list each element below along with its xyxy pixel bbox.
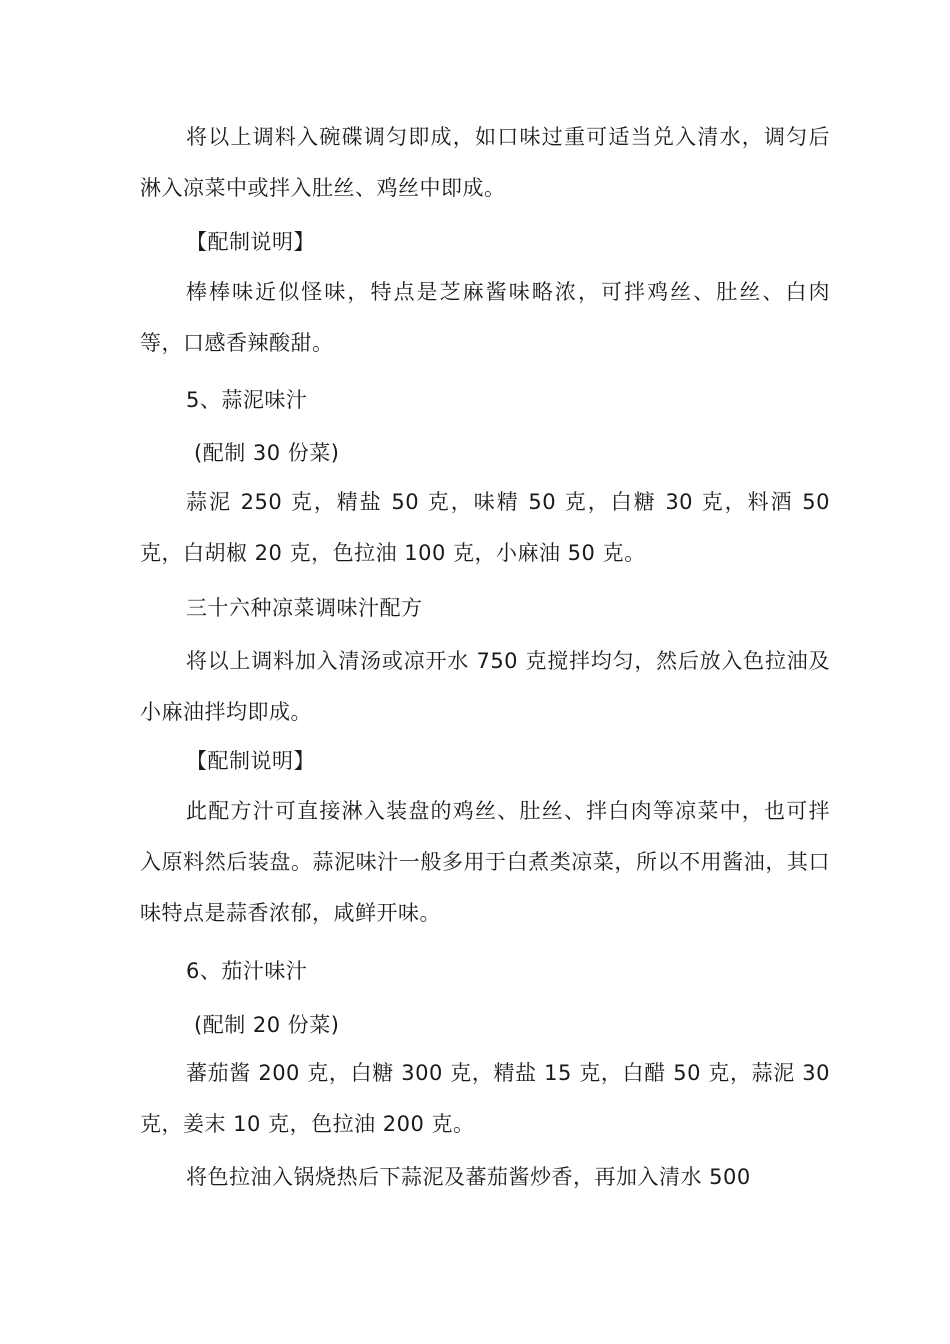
paragraph-garlic-ingredients: 蒜泥 250 克，精盐 50 克，味精 50 克，白糖 30 克，料酒 50 克，白胡椒 20 克，色拉油 100 克，小麻油 50 克。 <box>140 490 830 565</box>
paragraph-bangbang-flavor: 棒棒味近似怪味，特点是芝麻酱味略浓，可拌鸡丝、肚丝、白肉等，口感香辣酸甜。 <box>140 280 830 355</box>
paragraph-garlic-usage: 此配方汁可直接淋入装盘的鸡丝、肚丝、拌白肉等凉菜中，也可拌入原料然后装盘。蒜泥味汁一般多用于白煮类凉菜，所以不用酱油，其口味特点是蒜香浓郁，咸鲜开味。 <box>140 799 830 925</box>
running-title: 三十六种凉菜调味汁配方 <box>186 596 423 620</box>
recipe-heading-garlic-sauce: 5、蒜泥味汁 <box>186 388 308 412</box>
paragraph-tomato-ingredients: 蕃茄酱 200 克，白糖 300 克，精盐 15 克，白醋 50 克，蒜泥 30 克，姜末 10 克，色拉油 200 克。 <box>140 1061 830 1136</box>
section-heading-preparation-note-2: 【配制说明】 <box>186 749 315 773</box>
recipe-serving-note: (配制 30 份菜) <box>194 441 340 465</box>
paragraph-garlic-method: 将以上调料加入清汤或凉开水 750 克搅拌均匀，然后放入色拉油及小麻油拌均即成。 <box>140 649 830 724</box>
recipe-serving-note-2: (配制 20 份菜) <box>194 1013 340 1037</box>
paragraph-seasoning-mix: 将以上调料入碗碟调匀即成，如口味过重可适当兑入清水，调匀后淋入凉菜中或拌入肚丝、鸡丝中即成。 <box>140 125 830 200</box>
paragraph-tomato-method: 将色拉油入锅烧热后下蒜泥及蕃茄酱炒香，再加入清水 500 <box>186 1165 751 1189</box>
section-heading-preparation-note: 【配制说明】 <box>186 230 315 254</box>
recipe-heading-tomato-sauce: 6、茄汁味汁 <box>186 959 308 983</box>
